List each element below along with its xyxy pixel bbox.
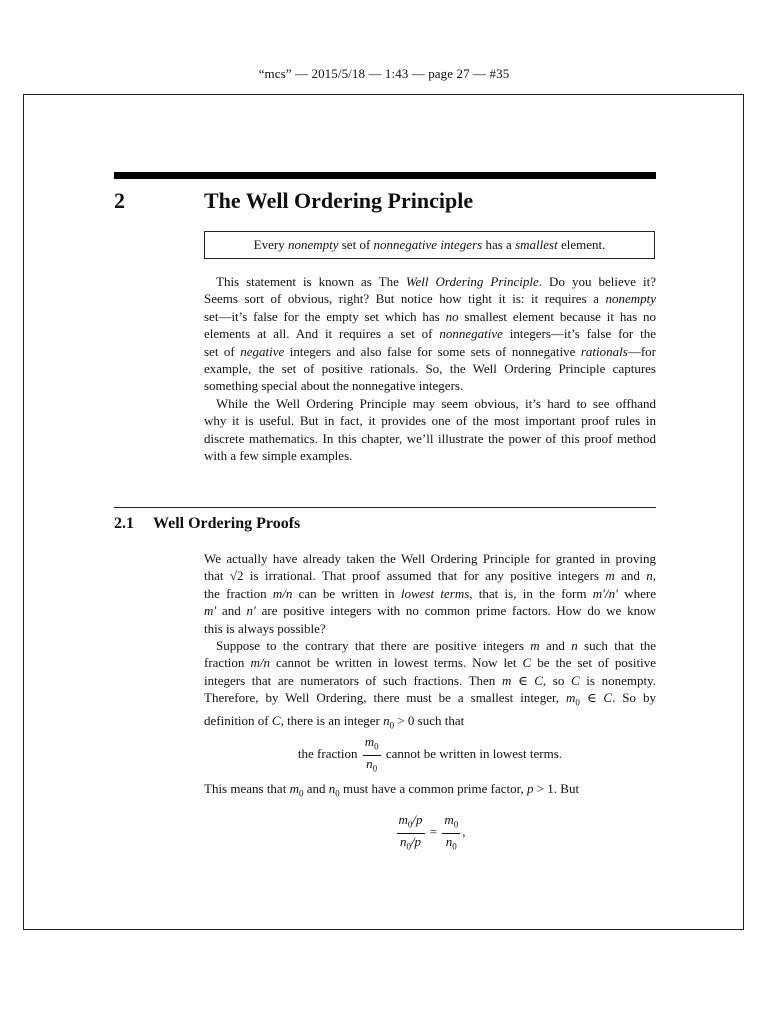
text-line: set of negative integers and also false for some sets of nonnegative rationals—for	[204, 343, 656, 359]
text-line: We actually have already taken the Well Ordering Principle for granted in proving	[204, 551, 656, 566]
running-head: “mcs” — 2015/5/18 — 1:43 — page 27 — #35	[258, 66, 510, 81]
principle-text: element.	[557, 237, 606, 252]
principle-text: Every	[253, 237, 288, 252]
text-line: Seems sort of obvious, right? But notice how tight it is: it requires a nonempty	[204, 291, 656, 307]
paragraph-intro	[204, 273, 656, 464]
principle-box	[204, 231, 655, 259]
text-line: integers that are numerators of such fractions. Then m ∈ C, so C is nonempty.	[204, 672, 656, 688]
text-line: definition of C, there is an integer $n_0 > 0$ such that	[204, 713, 465, 731]
text-line: set—it’s false for the empty set which has no smallest element because it has no	[204, 308, 656, 324]
principle-emph: smallest	[515, 237, 558, 252]
paragraph-proofs	[204, 550, 656, 735]
principle-emph: nonnegative integers	[373, 237, 483, 252]
chapter-rule	[114, 172, 656, 179]
section-number: 2.1	[114, 515, 134, 532]
fraction-lhs: $\frac{m_0/p}{n_0/p}$	[398, 812, 423, 852]
text-line: Suppose to the contrary that there are positive integers m and n such that the	[216, 638, 656, 654]
text-line: why it is useful. But in fact, it provides one of the most important proof rules in	[204, 413, 656, 429]
text-line: elements at all. And it requires a set of nonnegative integers—it’s false for the	[204, 326, 656, 342]
display-equation-fraction: the fraction $\frac{m_0}{n_0}$ cannot be written in lowest terms.	[204, 734, 656, 776]
display-equation-ratio: $\frac{m_0/p}{n_0/p}$ = $\frac{m_0}{n_0}$ ,	[204, 812, 656, 854]
paragraph-common-factor	[204, 780, 656, 803]
chapter-number: 2	[114, 188, 125, 213]
text-line: This means that $m_0$ and $n_0$ must have a common prime factor, p > 1. But	[204, 781, 580, 799]
equals-sign: =	[429, 824, 438, 840]
text-line: with a few simple examples.	[204, 448, 353, 464]
principle-text: set of	[338, 237, 374, 252]
text-line: fraction m/n cannot be written in lowest terms. Now let C be the set of positive	[204, 655, 657, 671]
principle-text: has a	[482, 237, 516, 252]
principle-emph: nonempty	[287, 237, 339, 252]
text-line: something special about the nonnegative integers.	[204, 378, 464, 394]
text-line: Therefore, by Well Ordering, there must be a smallest integer, $m_0$ ∈ C. So by	[204, 690, 656, 708]
fraction: $\frac{m_0}{n_0}$	[364, 734, 379, 774]
text-line: While the Well Ordering Principle may seem obvious, it’s hard to see offhand	[216, 395, 656, 411]
section-rule	[114, 507, 656, 508]
text-line: the fraction m/n can be written in lowest terms, that is, in the form m′/n′ where	[204, 585, 656, 601]
text-line: example, the set of positive rationals. So, the Well Ordering Principle captures	[204, 361, 656, 377]
text-line: this is always possible?	[204, 620, 326, 636]
chapter-title: The Well Ordering Principle	[204, 188, 474, 213]
text-line: that √2 is irrational. That proof assumed that for any positive integers m and n,	[204, 568, 656, 584]
fraction-rhs: $\frac{m_0}{n_0}$	[444, 812, 459, 852]
page-frame	[23, 94, 744, 930]
text-line: This statement is known as The Well Ordering Principle. Do you believe it?	[216, 274, 656, 289]
section-title: Well Ordering Proofs	[153, 515, 301, 532]
text-line: discrete mathematics. In this chapter, we’ll illustrate the power of this proof method	[204, 430, 656, 446]
text-line: m′ and n′ are positive integers with no common prime factors. How do we know	[204, 603, 656, 619]
